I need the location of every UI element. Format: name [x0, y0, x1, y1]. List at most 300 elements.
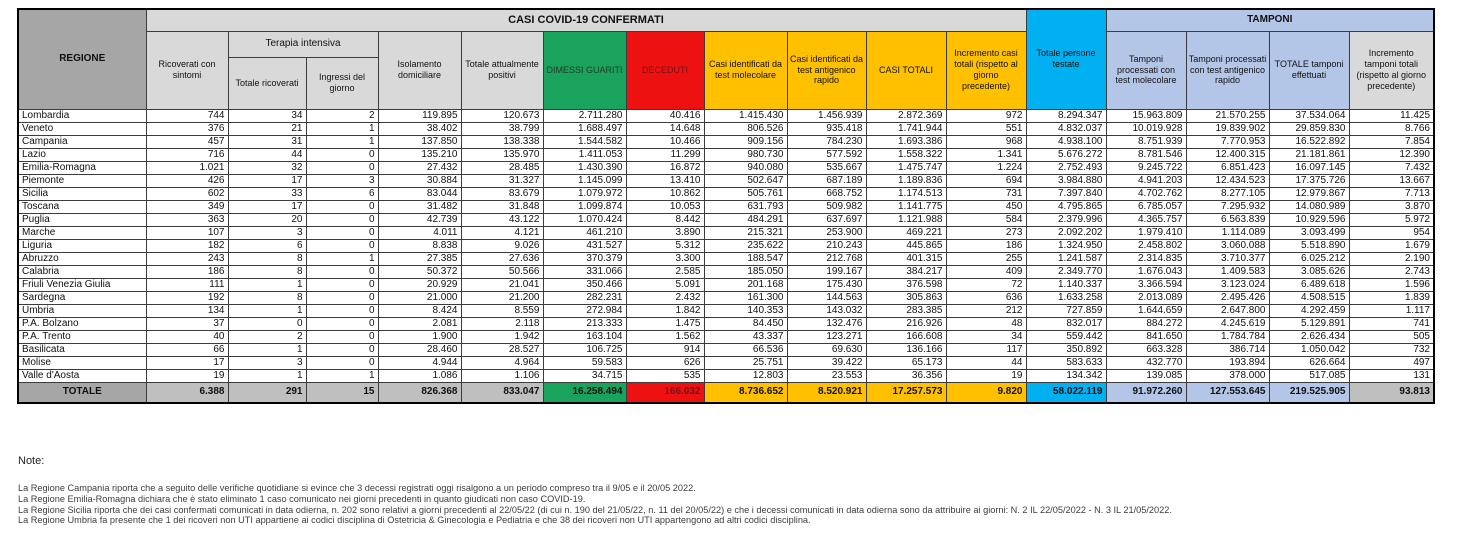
- cell: 72: [946, 278, 1026, 291]
- table-row: [18, 343, 1434, 356]
- cell: 461.210: [543, 226, 626, 239]
- cell: 3: [228, 356, 306, 369]
- cell: 0: [306, 161, 378, 174]
- cell: 1: [306, 369, 378, 382]
- cell: 163.104: [543, 330, 626, 343]
- cell: 2.379.996: [1026, 213, 1106, 226]
- cell: 8.781.546: [1106, 148, 1186, 161]
- cell: 636: [946, 291, 1026, 304]
- cell: 8: [228, 291, 306, 304]
- region-name: Valle d'Aosta: [18, 369, 146, 382]
- cell: 17: [228, 174, 306, 187]
- cell: 0: [306, 304, 378, 317]
- cell: 4.702.762: [1106, 187, 1186, 200]
- cell: 8.736.652: [704, 382, 787, 403]
- column-header-deceduti: DECEDUTI: [626, 31, 704, 109]
- column-header-tamponi-molecolare: Tamponi processati con test molecolare: [1106, 31, 1186, 109]
- cell: 6: [228, 239, 306, 252]
- table-row: [18, 291, 1434, 304]
- cell: 4.964: [461, 356, 543, 369]
- cell: 10.862: [626, 187, 704, 200]
- column-header-ricoverati-con-sintomi: Ricoverati con sintomi: [146, 31, 228, 109]
- table-row: [18, 330, 1434, 343]
- table-row: [18, 148, 1434, 161]
- cell: 1.140.337: [1026, 278, 1106, 291]
- cell: 350.466: [543, 278, 626, 291]
- cell: 186: [946, 239, 1026, 252]
- cell: 602: [146, 187, 228, 200]
- region-name: Toscana: [18, 200, 146, 213]
- note-line-emilia-romagna: La Regione Emilia-Romagna dichiara che è stato eliminato 1 caso comunicato nei giorni precedenti in quanto giudicati non caso COVID-19.: [18, 493, 586, 504]
- cell: 10.929.596: [1269, 213, 1349, 226]
- cell: 1.693.386: [866, 135, 946, 148]
- cell: 968: [946, 135, 1026, 148]
- cell: 40: [146, 330, 228, 343]
- cell: 2.118: [461, 317, 543, 330]
- cell: 331.066: [543, 265, 626, 278]
- cell: 59.583: [543, 356, 626, 369]
- note-line-sicilia: La Regione Sicilia riporta che dei casi confermati comunicati in data odierna, n. 202 sono relativi a giorni precedenti al 22/05/22 (di cui n. 190 del 21/05/22, n. 11 del 20/05/22) e che i decessi comunicati in data odierna sono da attribuire ai giorni: N. 2 IL 22/05/2022 - N. 3 IL 21/05/2022.: [18, 504, 1172, 515]
- column-header-regione: REGIONE: [18, 9, 146, 109]
- cell: 1.784.784: [1186, 330, 1269, 343]
- cell: 50.372: [378, 265, 461, 278]
- cell: 668.752: [787, 187, 866, 200]
- cell: 1.021: [146, 161, 228, 174]
- cell: 58.022.119: [1026, 382, 1106, 403]
- cell: 1.114.089: [1186, 226, 1269, 239]
- cell: 5.518.890: [1269, 239, 1349, 252]
- cell: 16.522.892: [1269, 135, 1349, 148]
- cell: 38.402: [378, 122, 461, 135]
- cell: 48: [946, 317, 1026, 330]
- cell: 384.217: [866, 265, 946, 278]
- cell: 5.091: [626, 278, 704, 291]
- table-row: [18, 200, 1434, 213]
- cell: 0: [306, 356, 378, 369]
- cell: 91.972.260: [1106, 382, 1186, 403]
- cell: 0: [306, 226, 378, 239]
- notes-title: Note:: [18, 455, 45, 467]
- cell: 117: [946, 343, 1026, 356]
- cell: 3.710.377: [1186, 252, 1269, 265]
- cell: 17.375.726: [1269, 174, 1349, 187]
- cell: 25.751: [704, 356, 787, 369]
- header-row: [18, 31, 1434, 57]
- region-name: Marche: [18, 226, 146, 239]
- cell: 21: [228, 122, 306, 135]
- cell: 1.241.587: [1026, 252, 1106, 265]
- cell: 8.751.939: [1106, 135, 1186, 148]
- table-row: [18, 239, 1434, 252]
- cell: 1.341: [946, 148, 1026, 161]
- cell: 21.181.861: [1269, 148, 1349, 161]
- cell: 577.592: [787, 148, 866, 161]
- cell: 626.664: [1269, 356, 1349, 369]
- column-header-totale-tamponi: TOTALE tamponi effettuati: [1269, 31, 1349, 109]
- cell: 175.430: [787, 278, 866, 291]
- cell: 505: [1349, 330, 1434, 343]
- cell: 0: [306, 148, 378, 161]
- cell: 806.526: [704, 122, 787, 135]
- cell: 2.711.280: [543, 109, 626, 122]
- cell: 1: [306, 252, 378, 265]
- cell: 66: [146, 343, 228, 356]
- cell: 2: [228, 330, 306, 343]
- cell: 127.553.645: [1186, 382, 1269, 403]
- cell: 186: [146, 265, 228, 278]
- cell: 826.368: [378, 382, 461, 403]
- cell: 39.422: [787, 356, 866, 369]
- cell: 106.725: [543, 343, 626, 356]
- cell: 28.460: [378, 343, 461, 356]
- cell: 3.093.499: [1269, 226, 1349, 239]
- cell: 3.890: [626, 226, 704, 239]
- cell: 535: [626, 369, 704, 382]
- cell: 559.442: [1026, 330, 1106, 343]
- cell: 349: [146, 200, 228, 213]
- cell: 972: [946, 109, 1026, 122]
- cell: 19: [946, 369, 1026, 382]
- cell: 4.795.865: [1026, 200, 1106, 213]
- cell: 38.799: [461, 122, 543, 135]
- region-name: Abruzzo: [18, 252, 146, 265]
- region-name: Lombardia: [18, 109, 146, 122]
- cell: 93.813: [1349, 382, 1434, 403]
- cell: 7.854: [1349, 135, 1434, 148]
- cell: 3.984.880: [1026, 174, 1106, 187]
- cell: 132.476: [787, 317, 866, 330]
- cell: 34: [228, 109, 306, 122]
- cell: 1.411.053: [543, 148, 626, 161]
- cell: 469.221: [866, 226, 946, 239]
- column-header-dimessi-guariti: DIMESSI GUARITI: [543, 31, 626, 109]
- cell: 166.032: [626, 382, 704, 403]
- cell: 1: [306, 122, 378, 135]
- cell: 584: [946, 213, 1026, 226]
- cell: 2.314.835: [1106, 252, 1186, 265]
- cell: 1.456.939: [787, 109, 866, 122]
- cell: 1.741.944: [866, 122, 946, 135]
- cell: 161.300: [704, 291, 787, 304]
- cell: 12.979.867: [1269, 187, 1349, 200]
- table-row: [18, 226, 1434, 239]
- cell: 272.984: [543, 304, 626, 317]
- cell: 5.129.891: [1269, 317, 1349, 330]
- cell: 716: [146, 148, 228, 161]
- cell: 1.839: [1349, 291, 1434, 304]
- cell: 21.041: [461, 278, 543, 291]
- notes-section: [18, 455, 1468, 526]
- cell: 1.224: [946, 161, 1026, 174]
- column-header-casi-totali: CASI TOTALI: [866, 31, 946, 109]
- cell: 243: [146, 252, 228, 265]
- cell: 30.884: [378, 174, 461, 187]
- table-row: [18, 369, 1434, 382]
- region-name: Campania: [18, 135, 146, 148]
- column-header-totale-ricoverati: Totale ricoverati: [228, 57, 306, 109]
- cell: 401.315: [866, 252, 946, 265]
- region-name: Friuli Venezia Giulia: [18, 278, 146, 291]
- column-header-ingressi-del-giorno: Ingressi del giorno: [306, 57, 378, 109]
- cell: 0: [306, 213, 378, 226]
- region-name: Basilicata: [18, 343, 146, 356]
- cell: 841.650: [1106, 330, 1186, 343]
- cell: 1.121.988: [866, 213, 946, 226]
- region-name: Calabria: [18, 265, 146, 278]
- cell: 663.328: [1106, 343, 1186, 356]
- cell: 37.534.064: [1269, 109, 1349, 122]
- cell: 3: [228, 226, 306, 239]
- cell: 980.730: [704, 148, 787, 161]
- cell: 1.900: [378, 330, 461, 343]
- cell: 1.415.430: [704, 109, 787, 122]
- cell: 13.667: [1349, 174, 1434, 187]
- cell: 0: [306, 291, 378, 304]
- cell: 13.410: [626, 174, 704, 187]
- cell: 1: [228, 369, 306, 382]
- cell: 136.166: [866, 343, 946, 356]
- cell: 637.697: [787, 213, 866, 226]
- cell: 517.085: [1269, 369, 1349, 382]
- cell: 4.941.203: [1106, 174, 1186, 187]
- cell: 199.167: [787, 265, 866, 278]
- cell: 1.942: [461, 330, 543, 343]
- cell: 6.563.839: [1186, 213, 1269, 226]
- cell: 4.944: [378, 356, 461, 369]
- cell: 182: [146, 239, 228, 252]
- cell: 833.047: [461, 382, 543, 403]
- region-name: Liguria: [18, 239, 146, 252]
- cell: 111: [146, 278, 228, 291]
- table-row: [18, 213, 1434, 226]
- cell: 386.714: [1186, 343, 1269, 356]
- cell: 192: [146, 291, 228, 304]
- covid-data-table: [17, 8, 1435, 404]
- cell: 7.770.953: [1186, 135, 1269, 148]
- column-header-totale-persone-testate: Totale persone testate: [1026, 9, 1106, 109]
- cell: 935.418: [787, 122, 866, 135]
- region-name: Umbria: [18, 304, 146, 317]
- cell: 370.379: [543, 252, 626, 265]
- cell: 144.563: [787, 291, 866, 304]
- cell: 34: [946, 330, 1026, 343]
- cell: 3: [306, 174, 378, 187]
- cell: 1: [228, 304, 306, 317]
- cell: 27.385: [378, 252, 461, 265]
- cell: 11.299: [626, 148, 704, 161]
- cell: 43.337: [704, 330, 787, 343]
- cell: 0: [306, 200, 378, 213]
- cell: 0: [306, 239, 378, 252]
- cell: 4.121: [461, 226, 543, 239]
- cell: 10.466: [626, 135, 704, 148]
- cell: 15: [306, 382, 378, 403]
- cell: 502.647: [704, 174, 787, 187]
- cell: 213.333: [543, 317, 626, 330]
- header-band-row: [18, 9, 1434, 31]
- group-header-tamponi: TAMPONI: [1106, 9, 1434, 31]
- region-name: Sardegna: [18, 291, 146, 304]
- cell: 7.295.932: [1186, 200, 1269, 213]
- cell: 6.851.423: [1186, 161, 1269, 174]
- cell: 2.013.089: [1106, 291, 1186, 304]
- column-header-casi-test-antigenico: Casi identificati da test antigenico rapido: [787, 31, 866, 109]
- cell: 8.424: [378, 304, 461, 317]
- cell: 14.080.989: [1269, 200, 1349, 213]
- cell: 2.495.426: [1186, 291, 1269, 304]
- cell: 21.200: [461, 291, 543, 304]
- cell: 8.838: [378, 239, 461, 252]
- cell: 29.859.830: [1269, 122, 1349, 135]
- cell: 1.558.322: [866, 148, 946, 161]
- note-line-campania: La Regione Campania riporta che a seguito delle verifiche quotidiane si evince che 3 decessi registrati oggi risalgono a un periodo compreso tra il 9/05 e il 20/05 2022.: [18, 483, 696, 493]
- cell: 17: [228, 200, 306, 213]
- cell: 583.633: [1026, 356, 1106, 369]
- cell: 14.648: [626, 122, 704, 135]
- cell: 6.785.057: [1106, 200, 1186, 213]
- cell: 134.342: [1026, 369, 1106, 382]
- cell: 139.085: [1106, 369, 1186, 382]
- cell: 497: [1349, 356, 1434, 369]
- cell: 10.053: [626, 200, 704, 213]
- column-header-tamponi-antigenico: Tamponi processati con test antigenico rapido: [1186, 31, 1269, 109]
- cell: 1: [306, 135, 378, 148]
- cell: 484.291: [704, 213, 787, 226]
- column-header-incremento-tamponi: Incremento tamponi totali (rispetto al giorno precedente): [1349, 31, 1434, 109]
- cell: 1.679: [1349, 239, 1434, 252]
- cell: 954: [1349, 226, 1434, 239]
- cell: 8.559: [461, 304, 543, 317]
- region-name: Sicilia: [18, 187, 146, 200]
- cell: 44: [946, 356, 1026, 369]
- table-row: [18, 174, 1434, 187]
- cell: 4.365.757: [1106, 213, 1186, 226]
- cell: 5.676.272: [1026, 148, 1106, 161]
- cell: 3.085.626: [1269, 265, 1349, 278]
- cell: 727.859: [1026, 304, 1106, 317]
- cell: 11.425: [1349, 109, 1434, 122]
- cell: 40.416: [626, 109, 704, 122]
- cell: 2.190: [1349, 252, 1434, 265]
- cell: 83.044: [378, 187, 461, 200]
- cell: 631.793: [704, 200, 787, 213]
- cell: 4.245.619: [1186, 317, 1269, 330]
- table-row-total: [18, 382, 1434, 403]
- cell: 4.292.459: [1269, 304, 1349, 317]
- cell: 20.929: [378, 278, 461, 291]
- cell: 3.870: [1349, 200, 1434, 213]
- cell: 33: [228, 187, 306, 200]
- cell: 1.644.659: [1106, 304, 1186, 317]
- cell: 27.432: [378, 161, 461, 174]
- cell: 694: [946, 174, 1026, 187]
- cell: 12.400.315: [1186, 148, 1269, 161]
- region-name: P.A. Trento: [18, 330, 146, 343]
- table-row: [18, 109, 1434, 122]
- cell: 16.258.494: [543, 382, 626, 403]
- cell: 119.895: [378, 109, 461, 122]
- region-name: Emilia-Romagna: [18, 161, 146, 174]
- table-row: [18, 187, 1434, 200]
- cell: 17.257.573: [866, 382, 946, 403]
- cell: 2.585: [626, 265, 704, 278]
- cell: 253.900: [787, 226, 866, 239]
- cell: 32: [228, 161, 306, 174]
- cell: 1.430.390: [543, 161, 626, 174]
- cell: 216.926: [866, 317, 946, 330]
- cell: 432.770: [1106, 356, 1186, 369]
- cell: 120.673: [461, 109, 543, 122]
- cell: 1.979.410: [1106, 226, 1186, 239]
- cell: 0: [306, 265, 378, 278]
- cell: 741: [1349, 317, 1434, 330]
- cell: 5.972: [1349, 213, 1434, 226]
- cell: 8.520.921: [787, 382, 866, 403]
- group-header-terapia-intensiva: Terapia intensiva: [228, 31, 378, 57]
- cell: 143.032: [787, 304, 866, 317]
- cell: 1.117: [1349, 304, 1434, 317]
- cell: 1.189.836: [866, 174, 946, 187]
- cell: 2.432: [626, 291, 704, 304]
- cell: 0: [306, 343, 378, 356]
- cell: 16.097.145: [1269, 161, 1349, 174]
- cell: 1.050.042: [1269, 343, 1349, 356]
- cell: 255: [946, 252, 1026, 265]
- cell: 3.123.024: [1186, 278, 1269, 291]
- cell: 1.688.497: [543, 122, 626, 135]
- cell: 1.409.583: [1186, 265, 1269, 278]
- cell: 7.397.840: [1026, 187, 1106, 200]
- cell: 4.938.100: [1026, 135, 1106, 148]
- cell: 2.752.493: [1026, 161, 1106, 174]
- cell: 445.865: [866, 239, 946, 252]
- cell: 2.458.802: [1106, 239, 1186, 252]
- cell: 2.743: [1349, 265, 1434, 278]
- cell: 123.271: [787, 330, 866, 343]
- column-header-isolamento-domiciliare: Isolamento domiciliare: [378, 31, 461, 109]
- cell: 1.562: [626, 330, 704, 343]
- cell: 283.385: [866, 304, 946, 317]
- note-line-umbria: La Regione Umbria fa presente che 1 dei ricoveri non UTI appartiene ai codici disciplina di Ostetricia & Ginecologia e Pediatria e che 38 dei ricoveri non UTI appartengono ad altri codici disciplina.: [18, 515, 811, 526]
- region-name: Lazio: [18, 148, 146, 161]
- cell: 8.442: [626, 213, 704, 226]
- cell: 27.636: [461, 252, 543, 265]
- cell: 450: [946, 200, 1026, 213]
- cell: 282.231: [543, 291, 626, 304]
- cell: 1: [228, 278, 306, 291]
- cell: 1.475: [626, 317, 704, 330]
- cell: 4.011: [378, 226, 461, 239]
- cell: 31.327: [461, 174, 543, 187]
- cell: 0: [306, 278, 378, 291]
- table-row: [18, 356, 1434, 369]
- cell: 69.630: [787, 343, 866, 356]
- cell: 6.489.618: [1269, 278, 1349, 291]
- cell: 1.544.582: [543, 135, 626, 148]
- cell: 42.739: [378, 213, 461, 226]
- cell: 457: [146, 135, 228, 148]
- cell: 732: [1349, 343, 1434, 356]
- cell: 8.766: [1349, 122, 1434, 135]
- cell: 8.294.347: [1026, 109, 1106, 122]
- cell: 84.450: [704, 317, 787, 330]
- cell: 8: [228, 265, 306, 278]
- region-name: TOTALE: [18, 382, 146, 403]
- cell: 1.596: [1349, 278, 1434, 291]
- cell: 940.080: [704, 161, 787, 174]
- table-row: [18, 317, 1434, 330]
- cell: 2.872.369: [866, 109, 946, 122]
